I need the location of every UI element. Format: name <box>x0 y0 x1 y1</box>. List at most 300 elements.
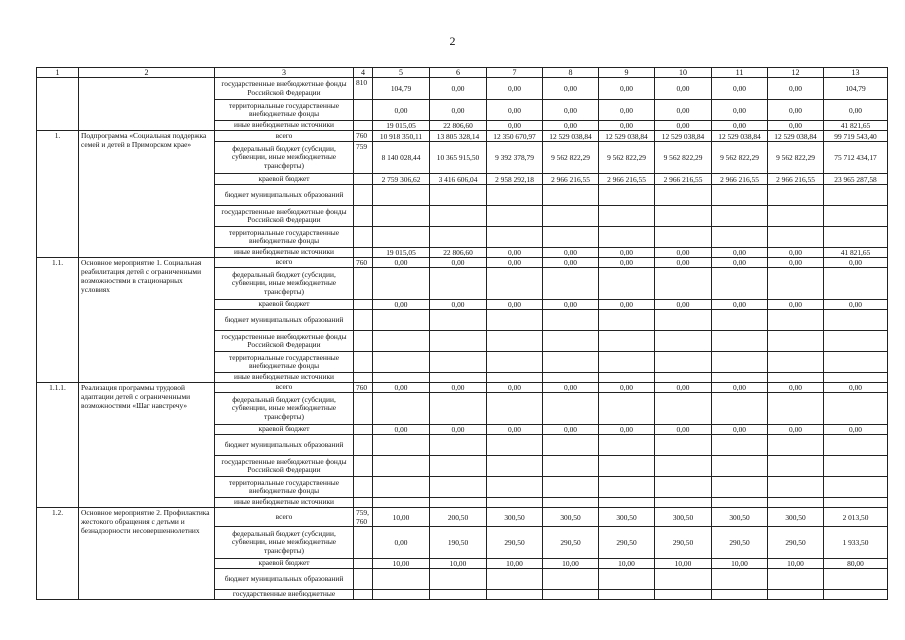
value-cell <box>373 435 430 456</box>
value-cell: 0,00 <box>712 100 768 121</box>
col-header: 3 <box>215 68 354 78</box>
table-row <box>37 258 888 268</box>
budget-code <box>354 559 373 569</box>
value-cell <box>655 590 712 600</box>
value-cell <box>373 206 430 227</box>
col-header: 9 <box>599 68 655 78</box>
value-cell <box>373 456 430 477</box>
value-cell <box>599 456 655 477</box>
value-cell <box>712 352 768 373</box>
value-cell: 0,00 <box>543 121 599 131</box>
value-cell <box>543 590 599 600</box>
value-cell: 0,00 <box>712 425 768 435</box>
value-cell <box>712 456 768 477</box>
funding-source: всего <box>215 383 354 393</box>
funding-source: бюджет муниципальных образований <box>215 185 354 206</box>
value-cell: 8 140 028,44 <box>373 142 430 174</box>
value-cell: 0,00 <box>487 121 543 131</box>
value-cell <box>373 498 430 508</box>
value-cell: 12 529 038,84 <box>543 131 599 142</box>
value-cell: 0,00 <box>599 383 655 393</box>
value-cell <box>487 456 543 477</box>
funding-source: государственные внебюджетные фонды Российской Федерации <box>215 78 354 100</box>
value-cell: 0,00 <box>599 100 655 121</box>
col-header: 13 <box>824 68 888 78</box>
value-cell: 0,00 <box>599 248 655 258</box>
value-cell <box>599 477 655 498</box>
budget-code <box>354 248 373 258</box>
value-cell: 0,00 <box>768 258 824 268</box>
value-cell: 0,00 <box>824 425 888 435</box>
program-name: Реализация программы трудовой адаптации детей с ограниченными возможностями «Шаг навстречу» <box>79 383 215 508</box>
value-cell <box>712 373 768 383</box>
value-cell <box>768 456 824 477</box>
value-cell: 0,00 <box>543 383 599 393</box>
value-cell <box>430 498 487 508</box>
budget-code: 760 <box>354 131 373 142</box>
col-header: 7 <box>487 68 543 78</box>
value-cell <box>655 331 712 352</box>
budget-code <box>354 227 373 248</box>
funding-source: государственные внебюджетные фонды Российской Федерации <box>215 206 354 227</box>
value-cell: 0,00 <box>712 258 768 268</box>
value-cell <box>487 477 543 498</box>
row-index: 1. <box>37 131 79 258</box>
value-cell: 10,00 <box>712 559 768 569</box>
value-cell: 0,00 <box>487 248 543 258</box>
value-cell <box>712 268 768 300</box>
header-row <box>37 68 888 78</box>
program-name <box>79 78 215 131</box>
value-cell <box>599 498 655 508</box>
value-cell: 2 966 216,55 <box>655 174 712 185</box>
value-cell: 10 365 915,50 <box>430 142 487 174</box>
value-cell: 0,00 <box>655 248 712 258</box>
value-cell: 0,00 <box>543 248 599 258</box>
value-cell: 0,00 <box>768 121 824 131</box>
value-cell <box>655 352 712 373</box>
funding-source: всего <box>215 258 354 268</box>
value-cell <box>487 569 543 590</box>
value-cell: 2 966 216,55 <box>768 174 824 185</box>
value-cell: 2 966 216,55 <box>599 174 655 185</box>
value-cell: 300,50 <box>543 508 599 527</box>
value-cell <box>824 310 888 331</box>
value-cell <box>543 185 599 206</box>
value-cell <box>712 331 768 352</box>
funding-source: федеральный бюджет (субсидии, субвенции, иные межбюджетные трансферты) <box>215 527 354 559</box>
value-cell: 12 529 038,84 <box>712 131 768 142</box>
value-cell <box>768 352 824 373</box>
funding-source: краевой бюджет <box>215 174 354 185</box>
value-cell <box>430 185 487 206</box>
value-cell <box>712 310 768 331</box>
value-cell: 0,00 <box>712 383 768 393</box>
value-cell <box>543 310 599 331</box>
value-cell <box>768 393 824 425</box>
row-index: 1.2. <box>37 508 79 600</box>
value-cell: 0,00 <box>487 100 543 121</box>
value-cell <box>768 185 824 206</box>
value-cell: 0,00 <box>430 258 487 268</box>
value-cell <box>599 435 655 456</box>
value-cell: 0,00 <box>599 121 655 131</box>
value-cell <box>824 498 888 508</box>
budget-code <box>354 425 373 435</box>
value-cell: 0,00 <box>824 258 888 268</box>
value-cell: 0,00 <box>487 258 543 268</box>
value-cell: 200,50 <box>430 508 487 527</box>
value-cell: 22 806,60 <box>430 248 487 258</box>
row-index <box>37 78 79 131</box>
value-cell: 0,00 <box>655 78 712 100</box>
program-name: Основное мероприятие 1. Социальная реабилитация детей с ограниченными возможностями в стационарных условиях <box>79 258 215 383</box>
budget-code <box>354 206 373 227</box>
value-cell: 9 562 822,29 <box>599 142 655 174</box>
value-cell <box>824 569 888 590</box>
value-cell <box>768 498 824 508</box>
value-cell: 12 529 038,84 <box>768 131 824 142</box>
value-cell <box>655 206 712 227</box>
value-cell: 10,00 <box>655 559 712 569</box>
value-cell <box>543 498 599 508</box>
value-cell: 2 966 216,55 <box>543 174 599 185</box>
value-cell: 75 712 434,17 <box>824 142 888 174</box>
value-cell <box>655 456 712 477</box>
value-cell <box>599 569 655 590</box>
value-cell <box>599 268 655 300</box>
page-number: 2 <box>449 34 456 48</box>
value-cell: 0,00 <box>430 425 487 435</box>
value-cell: 9 562 822,29 <box>655 142 712 174</box>
value-cell <box>712 435 768 456</box>
value-cell: 0,00 <box>768 248 824 258</box>
funding-source: иные внебюджетные источники <box>215 121 354 131</box>
budget-code <box>354 527 373 559</box>
value-cell: 1 933,50 <box>824 527 888 559</box>
value-cell <box>824 268 888 300</box>
value-cell <box>768 435 824 456</box>
value-cell <box>768 477 824 498</box>
budget-code: 810 <box>354 78 373 100</box>
value-cell <box>543 268 599 300</box>
value-cell <box>373 185 430 206</box>
value-cell: 0,00 <box>373 527 430 559</box>
value-cell <box>655 477 712 498</box>
value-cell <box>543 373 599 383</box>
value-cell <box>430 331 487 352</box>
col-header: 8 <box>543 68 599 78</box>
value-cell: 0,00 <box>487 383 543 393</box>
value-cell <box>487 352 543 373</box>
value-cell: 0,00 <box>373 383 430 393</box>
value-cell: 2 966 216,55 <box>712 174 768 185</box>
value-cell: 10,00 <box>487 559 543 569</box>
table-row <box>37 131 888 142</box>
value-cell: 13 805 328,14 <box>430 131 487 142</box>
value-cell <box>712 477 768 498</box>
value-cell: 12 529 038,84 <box>599 131 655 142</box>
value-cell: 10,00 <box>543 559 599 569</box>
value-cell <box>712 393 768 425</box>
value-cell <box>430 373 487 383</box>
value-cell <box>487 268 543 300</box>
budget-code <box>354 435 373 456</box>
value-cell <box>599 590 655 600</box>
value-cell <box>824 331 888 352</box>
value-cell <box>712 569 768 590</box>
value-cell: 0,00 <box>655 258 712 268</box>
value-cell <box>487 435 543 456</box>
value-cell <box>655 310 712 331</box>
funding-source: всего <box>215 508 354 527</box>
value-cell: 290,50 <box>487 527 543 559</box>
value-cell: 0,00 <box>543 78 599 100</box>
value-cell <box>487 185 543 206</box>
value-cell: 290,50 <box>712 527 768 559</box>
value-cell <box>487 331 543 352</box>
funding-source: бюджет муниципальных образований <box>215 569 354 590</box>
value-cell <box>487 227 543 248</box>
value-cell: 0,00 <box>373 425 430 435</box>
value-cell <box>543 456 599 477</box>
value-cell: 0,00 <box>430 100 487 121</box>
value-cell: 0,00 <box>430 300 487 310</box>
value-cell: 0,00 <box>487 425 543 435</box>
value-cell <box>599 352 655 373</box>
value-cell: 0,00 <box>655 383 712 393</box>
value-cell <box>599 227 655 248</box>
value-cell: 9 562 822,29 <box>768 142 824 174</box>
value-cell <box>824 227 888 248</box>
value-cell: 190,50 <box>430 527 487 559</box>
value-cell: 0,00 <box>487 300 543 310</box>
value-cell <box>430 227 487 248</box>
table-row <box>37 508 888 527</box>
value-cell: 10,00 <box>430 559 487 569</box>
value-cell <box>768 590 824 600</box>
value-cell <box>824 477 888 498</box>
value-cell <box>543 227 599 248</box>
value-cell <box>768 206 824 227</box>
value-cell <box>655 373 712 383</box>
program-name: Подпрограмма «Социальная поддержка семей и детей в Приморском крае» <box>79 131 215 258</box>
value-cell: 300,50 <box>599 508 655 527</box>
col-header: 12 <box>768 68 824 78</box>
funding-source: иные внебюджетные источники <box>215 373 354 383</box>
value-cell: 12 529 038,84 <box>655 131 712 142</box>
col-header: 4 <box>354 68 373 78</box>
value-cell: 0,00 <box>768 100 824 121</box>
funding-source: территориальные государственные внебюджетные фонды <box>215 227 354 248</box>
value-cell: 22 806,60 <box>430 121 487 131</box>
budget-code <box>354 393 373 425</box>
value-cell: 300,50 <box>712 508 768 527</box>
value-cell <box>487 393 543 425</box>
budget-code <box>354 331 373 352</box>
value-cell <box>599 373 655 383</box>
col-header: 11 <box>712 68 768 78</box>
value-cell <box>543 206 599 227</box>
budget-code <box>354 456 373 477</box>
value-cell <box>487 373 543 383</box>
value-cell: 104,79 <box>373 78 430 100</box>
value-cell <box>599 206 655 227</box>
value-cell <box>430 435 487 456</box>
value-cell: 99 719 543,40 <box>824 131 888 142</box>
value-cell <box>430 352 487 373</box>
value-cell: 290,50 <box>599 527 655 559</box>
funding-source: иные внебюджетные источники <box>215 498 354 508</box>
funding-source: федеральный бюджет (субсидии, субвенции, иные межбюджетные трансферты) <box>215 393 354 425</box>
budget-code <box>354 268 373 300</box>
budget-code <box>354 569 373 590</box>
funding-source: территориальные государственные внебюджетные фонды <box>215 477 354 498</box>
value-cell: 10,00 <box>768 559 824 569</box>
value-cell <box>655 393 712 425</box>
col-header: 5 <box>373 68 430 78</box>
funding-source: государственные внебюджетные фонды Российской Федерации <box>215 331 354 352</box>
value-cell <box>655 227 712 248</box>
budget-code <box>354 185 373 206</box>
value-cell <box>430 456 487 477</box>
value-cell <box>824 206 888 227</box>
value-cell <box>373 227 430 248</box>
value-cell: 23 965 287,58 <box>824 174 888 185</box>
budget-code: 759, 760 <box>354 508 373 527</box>
funding-source: федеральный бюджет (субсидии, субвенции, иные межбюджетные трансферты) <box>215 268 354 300</box>
value-cell: 80,00 <box>824 559 888 569</box>
funding-source: государственные внебюджетные фонды Российской Федерации <box>215 456 354 477</box>
value-cell <box>487 590 543 600</box>
value-cell <box>543 331 599 352</box>
value-cell <box>430 590 487 600</box>
value-cell <box>712 227 768 248</box>
value-cell <box>543 393 599 425</box>
value-cell: 300,50 <box>768 508 824 527</box>
value-cell <box>824 590 888 600</box>
value-cell: 0,00 <box>430 383 487 393</box>
value-cell <box>430 569 487 590</box>
funding-source: территориальные государственные внебюджетные фонды <box>215 352 354 373</box>
funding-source: краевой бюджет <box>215 425 354 435</box>
value-cell: 290,50 <box>768 527 824 559</box>
table-row <box>37 78 888 100</box>
value-cell <box>824 393 888 425</box>
value-cell <box>824 352 888 373</box>
col-header: 6 <box>430 68 487 78</box>
row-index: 1.1. <box>37 258 79 383</box>
budget-code <box>354 498 373 508</box>
value-cell <box>712 185 768 206</box>
value-cell: 0,00 <box>768 300 824 310</box>
value-cell <box>824 456 888 477</box>
value-cell <box>430 393 487 425</box>
value-cell: 104,79 <box>824 78 888 100</box>
value-cell: 0,00 <box>543 258 599 268</box>
value-cell: 0,00 <box>487 78 543 100</box>
budget-code: 759 <box>354 142 373 174</box>
value-cell: 10,00 <box>373 559 430 569</box>
value-cell <box>712 590 768 600</box>
value-cell: 0,00 <box>824 300 888 310</box>
funding-source: краевой бюджет <box>215 300 354 310</box>
value-cell: 0,00 <box>768 383 824 393</box>
value-cell <box>655 435 712 456</box>
value-cell: 290,50 <box>543 527 599 559</box>
value-cell <box>373 373 430 383</box>
value-cell: 0,00 <box>599 78 655 100</box>
funding-source: бюджет муниципальных образований <box>215 310 354 331</box>
budget-code <box>354 352 373 373</box>
budget-table <box>36 67 888 600</box>
value-cell <box>430 206 487 227</box>
funding-source: федеральный бюджет (субсидии, субвенции, иные межбюджетные трансферты) <box>215 142 354 174</box>
value-cell <box>373 352 430 373</box>
value-cell: 300,50 <box>487 508 543 527</box>
value-cell: 0,00 <box>543 425 599 435</box>
budget-code <box>354 477 373 498</box>
value-cell: 9 562 822,29 <box>712 142 768 174</box>
col-header: 1 <box>37 68 79 78</box>
value-cell <box>824 185 888 206</box>
value-cell: 0,00 <box>373 258 430 268</box>
value-cell <box>373 393 430 425</box>
value-cell <box>768 310 824 331</box>
value-cell: 0,00 <box>824 100 888 121</box>
value-cell: 0,00 <box>712 78 768 100</box>
col-header: 2 <box>79 68 215 78</box>
value-cell: 0,00 <box>655 300 712 310</box>
value-cell <box>655 569 712 590</box>
budget-code <box>354 310 373 331</box>
budget-code <box>354 174 373 185</box>
value-cell <box>768 373 824 383</box>
value-cell <box>712 498 768 508</box>
value-cell: 3 416 606,04 <box>430 174 487 185</box>
value-cell: 2 013,50 <box>824 508 888 527</box>
budget-code: 760 <box>354 383 373 393</box>
value-cell: 0,00 <box>655 100 712 121</box>
value-cell <box>430 477 487 498</box>
funding-source: краевой бюджет <box>215 559 354 569</box>
value-cell: 0,00 <box>430 78 487 100</box>
value-cell <box>543 435 599 456</box>
row-index: 1.1.1. <box>37 383 79 508</box>
budget-code <box>354 373 373 383</box>
value-cell: 0,00 <box>655 425 712 435</box>
table-row <box>37 383 888 393</box>
value-cell: 2 958 292,18 <box>487 174 543 185</box>
value-cell <box>373 569 430 590</box>
value-cell: 2 759 306,62 <box>373 174 430 185</box>
value-cell: 10,00 <box>599 559 655 569</box>
value-cell <box>768 227 824 248</box>
value-cell <box>599 331 655 352</box>
funding-source: территориальные государственные внебюджетные фонды <box>215 100 354 121</box>
value-cell: 0,00 <box>543 300 599 310</box>
col-header: 10 <box>655 68 712 78</box>
value-cell: 0,00 <box>712 121 768 131</box>
value-cell: 12 350 670,97 <box>487 131 543 142</box>
value-cell: 290,50 <box>655 527 712 559</box>
value-cell: 41 821,65 <box>824 121 888 131</box>
value-cell: 0,00 <box>543 100 599 121</box>
funding-source: бюджет муниципальных образований <box>215 435 354 456</box>
value-cell <box>599 185 655 206</box>
budget-code: 760 <box>354 258 373 268</box>
value-cell <box>655 268 712 300</box>
